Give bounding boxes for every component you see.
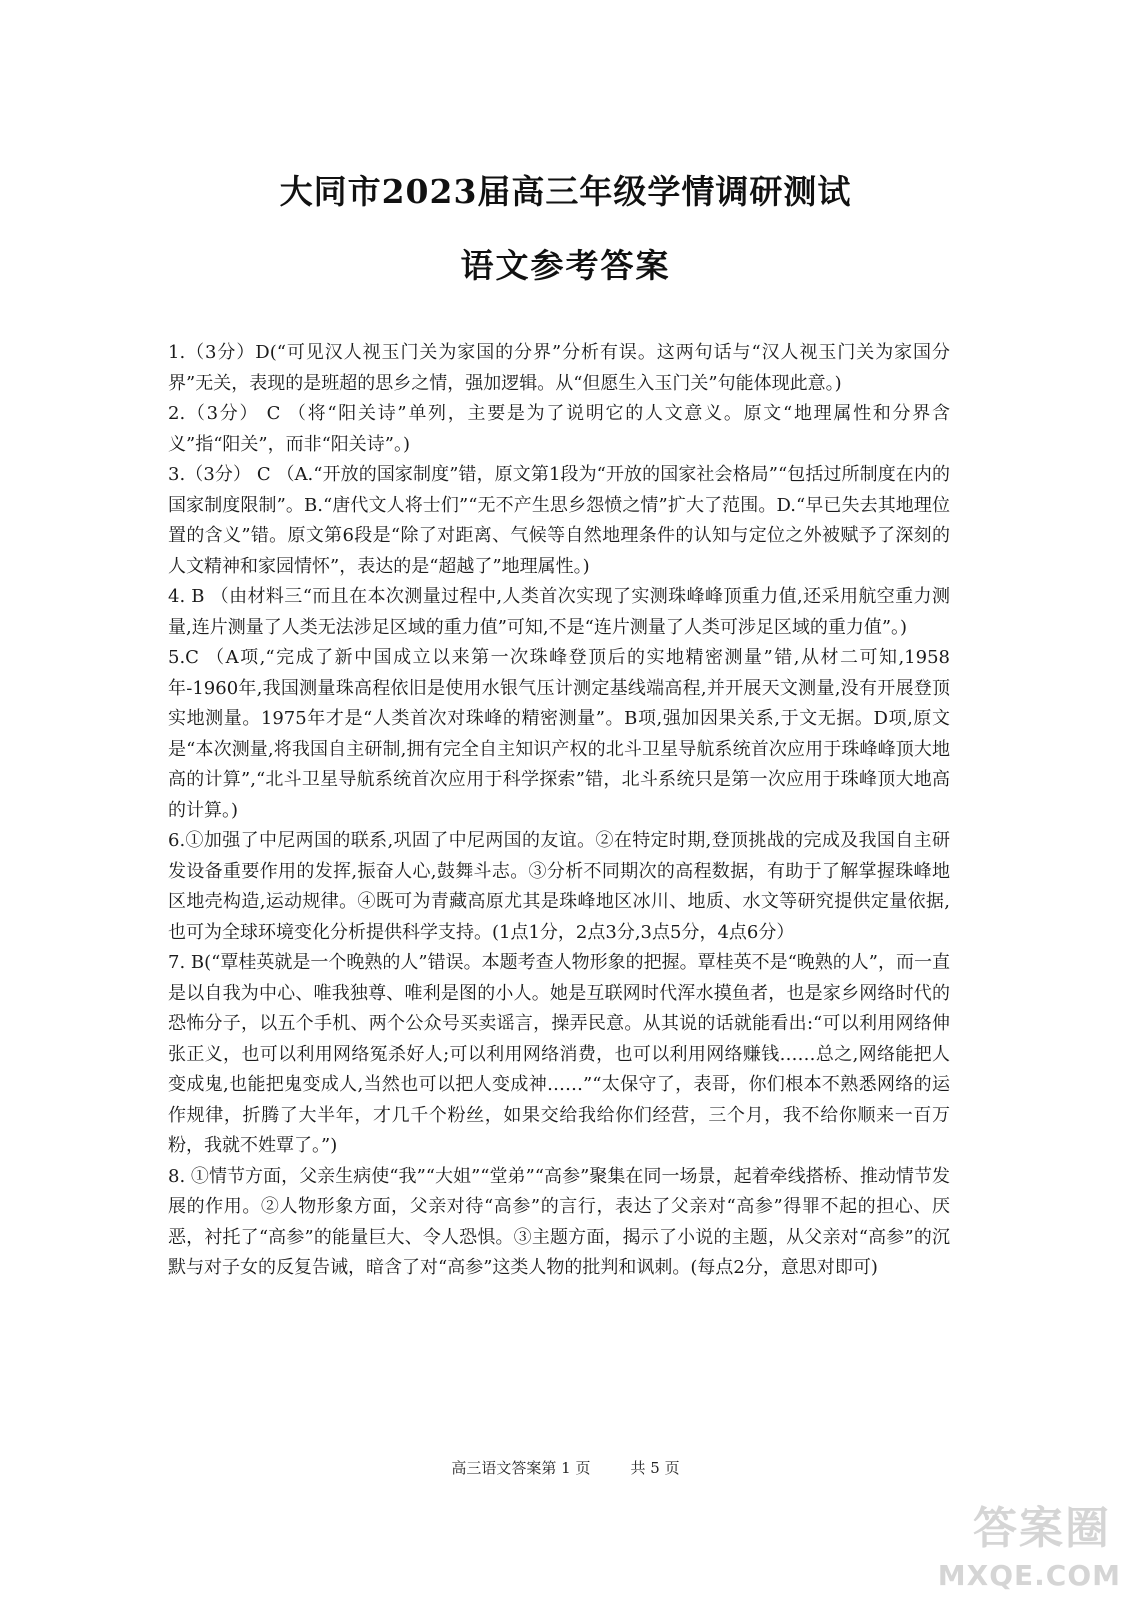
document-subtitle: 语文参考答案: [460, 246, 671, 285]
answer-item-5: 5.C （A项,“完成了新中国成立以来第一次珠峰登顶后的实地精密测量”错,从材二可知,1958年-1960年,我国测量珠高程依旧是使用水银气压计测定基线端高程,并开展天文测量,没有开展登顶实地测量。1975年才是“人类首次对珠峰的精密测量”。B项,强加因果关系,于文无据。D项,原文是“本次测量,将我国自主研制,拥有完全自主知识产权的北斗卫星导航系统首次应用于珠峰峰顶大地高的计算”,“北斗卫星导航系统首次应用于科学探索”错，北斗系统只是第一次应用于珠峰顶大地高的计算。): [168, 647, 950, 821]
page-total-label: 共 5 页: [630, 1459, 680, 1477]
answer-item-3: 3.（3分） C （A.“开放的国家制度”错，原文第1段为“开放的国家社会格局”“包括过所制度在内的国家制度限制”。B.“唐代文人将士们”“无不产生思乡怨愤之情”扩大了范围。D.“早已失去其地理位置的含义”错。原文第6段是“除了对距离、气候等自然地理条件的认知与定位之外被赋予了深刻的人文精神和家园情怀”，表达的是“超越了”地理属性。): [168, 464, 950, 577]
answer-item-4: 4. B （由材料三“而且在本次测量过程中,人类首次实现了实测珠峰峰顶重力值,还采用航空重力测量,连片测量了人类无法涉足区域的重力值”可知,不是“连片测量了人类可涉足区域的重力值”。): [168, 586, 950, 638]
answer-item-6: 6.①加强了中尼两国的联系,巩固了中尼两国的友谊。②在特定时期,登顶挑战的完成及我国自主研发设备重要作用的发挥,振奋人心,鼓舞斗志。③分析不同期次的高程数据，有助于了解掌握珠峰地区地壳构造,运动规律。④既可为青藏高原尤其是珠峰地区冰川、地质、水文等研究提供定量依据,也可为全球环境变化分析提供科学支持。(1点1分，2点3分,3点5分，4点6分）: [168, 830, 950, 943]
document-title: 大同市2023届高三年级学情调研测试: [279, 172, 852, 211]
page-footer: [0, 1457, 1131, 1478]
page-number-label: 高三语文答案第 1 页: [451, 1459, 591, 1477]
answer-item-1: 1.（3分）D(“可见汉人视玉门关为家国的分界”分析有误。这两句话与“汉人视玉门关为家国分界”无关，表现的是班超的思乡之情，强加逻辑。从“但愿生入玉门关”句能体现此意。): [168, 342, 950, 394]
answer-item-7: 7. B(“覃桂英就是一个晚熟的人”错误。本题考查人物形象的把握。覃桂英不是“晚熟的人”，而一直是以自我为中心、唯我独尊、唯利是图的小人。她是互联网时代浑水摸鱼者，也是家乡网络时代的恐怖分子，以五个手机、两个公众号买卖谣言，操弄民意。从其说的话就能看出:“可以利用网络伸张正义，也可以利用网络冤杀好人;可以利用网络消费，也可以利用网络赚钱……总之,网络能把人变成鬼,也能把鬼变成人,当然也可以把人变成神……”“太保守了，表哥，你们根本不熟悉网络的运作规律，折腾了大半年，才几千个粉丝，如果交给我给你们经营，三个月，我不给你顺来一百万粉，我就不姓覃了。”): [168, 952, 950, 1156]
answer-list: [168, 338, 950, 1284]
watermark-domain: MXQE.COM: [937, 1559, 1121, 1592]
answer-item-8: 8. ①情节方面，父亲生病使“我”“大姐”“堂弟”“高参”聚集在同一场景，起着牵线搭桥、推动情节发展的作用。②人物形象方面，父亲对待“高参”的言行，表达了父亲对“高参”得罪不起的担心、厌恶，衬托了“高参”的能量巨大、令人恐惧。③主题方面，揭示了小说的主题，从父亲对“高参”的沉默与对子女的反复告诫，暗含了对“高参”这类人物的批判和讽刺。(每点2分，意思对即可): [168, 1165, 950, 1278]
watermark-logo: [911, 1492, 1121, 1592]
watermark-text: 答案圈: [973, 1503, 1111, 1554]
answer-item-2: 2.（3分） C （将“阳关诗”单列，主要是为了说明它的人文意义。原文“地理属性和分界含义”指“阳关”，而非“阳关诗”。): [168, 403, 950, 455]
